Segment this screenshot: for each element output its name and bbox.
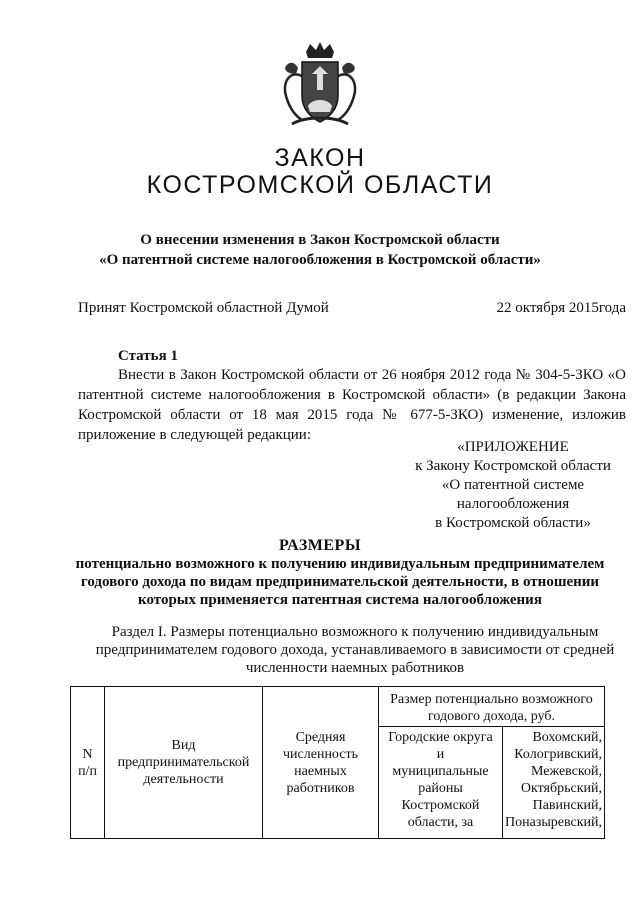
- sizes-title: РАЗМЕРЫ: [278, 537, 362, 554]
- header-named-districts: Вохомский, Кологривский, Межевской, Октябрьский, Павинский, Поназыревский,: [503, 727, 605, 839]
- section-title-line: Раздел I. Размеры потенциально возможного к получению индивидуальным: [111, 624, 599, 640]
- subtitle-line: «О патентной системе налогообложения в Костромской области»: [99, 252, 541, 268]
- header-staff: Средняя численность наемных работников: [263, 687, 379, 839]
- header-city-districts: Городские округа и муниципальные районы Костромской области, за: [379, 727, 503, 839]
- article-text: Внести в Закон Костромской области от 26 ноября 2012 года № 304-5-ЗКО «О патентной системе налогообложения в Костромской области» (в редакции Закона Костромской области от 18 мая 2015 года № 677-5-ЗКО) изменение, изложив приложение в следующей редакции:: [78, 367, 626, 443]
- sizes-subtitle: [40, 555, 640, 609]
- section-title-line: численности наемных работников: [245, 660, 465, 676]
- appendix-reference: [400, 438, 626, 533]
- appendix-line: к Закону Костромской области: [415, 458, 611, 474]
- sizes-subtitle-line: потенциально возможного к получению индивидуальным предпринимателем: [75, 556, 605, 572]
- section-title: [70, 623, 640, 677]
- adopted-by: Принят Костромской областной Думой: [78, 300, 329, 316]
- appendix-line: в Костромской области»: [435, 515, 591, 531]
- appendix-line: налогообложения: [456, 496, 570, 512]
- sizes-subtitle-line: годового дохода по видам предпринимательской деятельности, в отношении: [80, 574, 600, 590]
- section-title-line: предпринимателем годового дохода, устанавливаемого в зависимости от средней: [95, 642, 615, 658]
- law-region: КОСТРОМСКОЙ ОБЛАСТИ: [146, 171, 494, 199]
- header-number: N п/п: [71, 687, 105, 839]
- appendix-line: «О патентной системе: [441, 477, 585, 493]
- adopted-date: 22 октября 2015года: [496, 300, 626, 316]
- coat-of-arms-icon: [272, 40, 368, 128]
- law-title: ЗАКОН: [274, 144, 366, 172]
- sizes-subtitle-line: которых применяется патентная система налогообложения: [138, 592, 542, 608]
- subtitle-line: О внесении изменения в Закон Костромской области: [140, 232, 500, 248]
- header-activity: Вид предпринимательской деятельности: [105, 687, 263, 839]
- appendix-line: «ПРИЛОЖЕНИЕ: [457, 439, 569, 455]
- article-heading: Статья 1: [118, 348, 178, 364]
- law-subtitle: [0, 230, 640, 270]
- header-income: Размер потенциально возможного годового дохода, руб.: [379, 687, 605, 727]
- income-table: [70, 686, 605, 839]
